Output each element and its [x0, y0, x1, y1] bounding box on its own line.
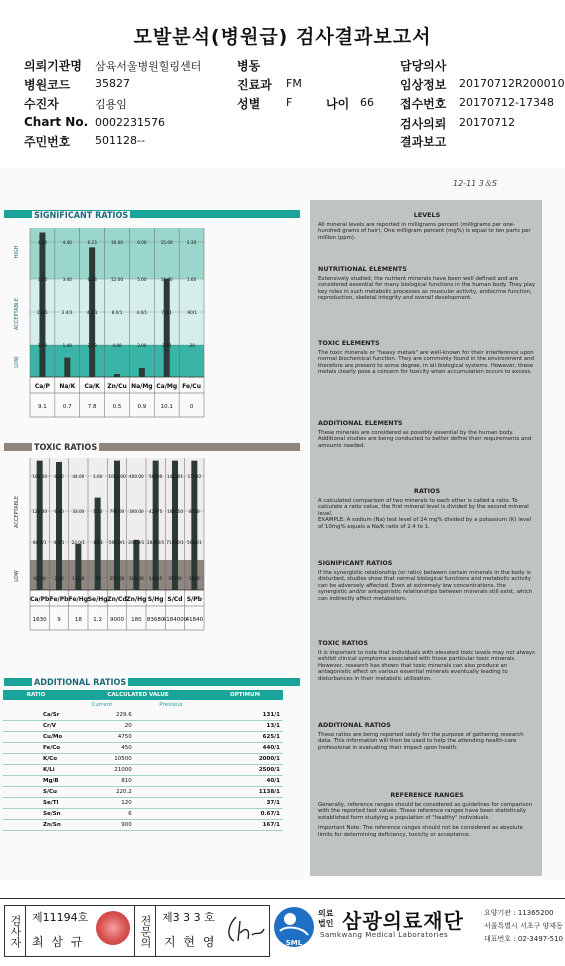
tick-label: 14225	[149, 575, 163, 581]
value-label: 41840	[185, 617, 204, 623]
specialist-name: 지 현 영	[164, 935, 217, 949]
category-label: Zn/Hg	[126, 596, 147, 603]
cell-previous	[135, 776, 207, 787]
zone-label: ACCEPTABLE	[14, 298, 20, 330]
cell-current: 120	[121, 800, 132, 806]
cell-optimum: 625/1	[262, 734, 280, 740]
approval-number: 요양기관 : 11365200	[484, 909, 554, 917]
cell-current: 810	[121, 778, 132, 784]
toxic-ratios-chart	[4, 452, 300, 654]
significant-ratios-chart	[4, 222, 300, 440]
tick-label: 11.00	[72, 575, 85, 581]
bar-fe-pb	[56, 462, 62, 590]
tick-label: 4.40	[62, 239, 72, 245]
tick-label: 500.0/1	[108, 539, 126, 545]
additional-title: ADDITIONAL RATIOS	[34, 678, 127, 688]
id-value: 501128--	[95, 134, 145, 147]
cell-ratio: Ca/Sr	[43, 712, 60, 718]
age-label: 나이	[326, 97, 350, 111]
examiner-name: 최 삼 규	[32, 935, 85, 949]
cell-optimum: 0.67/1	[260, 811, 280, 817]
tick-label: 5.00	[137, 276, 147, 282]
bar-zn-cd	[114, 461, 120, 590]
zone-band	[30, 342, 204, 377]
cell-ratio: Cu/Mo	[43, 734, 63, 740]
table-row	[3, 820, 283, 831]
tick-label: 12.00	[111, 276, 123, 282]
tick-label: 71100/1	[166, 539, 184, 545]
report-title: 모발분석(병원급) 검사결과보고서	[133, 26, 432, 48]
table-row	[3, 798, 283, 809]
cell-previous	[135, 809, 207, 820]
cell-current: 900	[121, 822, 132, 828]
additional-elements-heading: ADDITIONAL ELEMENTS	[318, 419, 403, 427]
zone-label: LOW	[14, 570, 20, 582]
category-label: Na/Mg	[131, 383, 153, 390]
cell-optimum: 37/1	[266, 800, 280, 806]
tick-label: 1.60	[186, 276, 197, 282]
cell-ratio: K/Li	[43, 767, 55, 773]
tick-label: 100.00	[129, 575, 144, 581]
reference-ranges-heading: REFERENCE RANGES	[390, 791, 464, 799]
sml-logo-text: SML	[285, 939, 303, 947]
category-label: Fe/Pb	[49, 596, 69, 603]
category-label: S/Hg	[147, 596, 164, 603]
tick-label: 2.6/1	[37, 309, 48, 315]
nutritional-text: Extensively studied, the nutrient minerals have been well defined and are considered essential for many biological functions in the human body. They play key roles in such metabolic processes as muscular activity, endocrine function, reproduction, skeletal integrity and overall development.	[318, 275, 536, 302]
significant-ratios-heading: SIGNIFICANT RATIOS	[318, 559, 393, 567]
tick-label: 8520	[188, 508, 200, 514]
zone-label: ACCEPTABLE	[14, 496, 20, 528]
toxic-elements-heading: TOXIC ELEMENTS	[318, 339, 380, 347]
cell-current: 450	[121, 745, 132, 751]
cell-optimum: 1138/1	[258, 789, 280, 795]
bar-fe-hg	[75, 544, 81, 590]
tick-label: 5680/1	[186, 539, 202, 545]
examiner-number: 제11194호	[32, 911, 89, 924]
table-row	[3, 754, 283, 765]
tick-label: 42.00	[33, 575, 46, 581]
category-label: Zn/Cu	[107, 383, 127, 390]
table-row	[3, 765, 283, 776]
category-label: Ca/Pb	[29, 596, 50, 603]
bar-s-pb	[191, 461, 197, 590]
zone-label: LOW	[14, 356, 20, 368]
value-label: 18	[74, 617, 82, 623]
levels-heading: LEVELS	[413, 211, 441, 219]
cell-optimum: 13/1	[266, 723, 280, 729]
levels-text: All mineral levels are reported in milligrams percent (milligrams per one-hundred grams of hair). One milligram percent (mg%) is equal to ten parts per million (ppm).	[318, 221, 531, 241]
tick-label: 1065.00	[108, 473, 126, 479]
table-row	[3, 776, 283, 787]
tick-label: 42975	[149, 508, 163, 514]
bar-zn-cu	[114, 374, 120, 377]
value-label: 7.8	[87, 404, 97, 410]
org-name: 삼광의료재단	[342, 909, 464, 933]
tick-label: 11360	[187, 473, 201, 479]
cell-ratio: K/Co	[43, 756, 58, 762]
clinical-info-value: 20170712R200010	[459, 77, 565, 90]
doctor-label: 담당의사	[400, 59, 447, 73]
bar-ca-pb	[37, 461, 43, 590]
cell-current: 21000	[114, 767, 132, 773]
tick-label: 7.0/1	[161, 309, 173, 315]
additional-ratios-text: These ratios are being reported solely for the purpose of gathering research data. This information will then be used to help the attending health-care professional in evaluating their impact upon health.	[318, 731, 524, 751]
tick-label: 106650	[167, 508, 183, 514]
tick-label: 8.80	[54, 473, 64, 479]
tick-label: 16.00	[111, 239, 123, 245]
chart-no-label: Chart No.	[24, 115, 89, 129]
handwritten-note: 12-11 3＆S	[453, 179, 497, 188]
value-label: 10.1	[160, 404, 173, 410]
tick-label: 2.4/1	[61, 309, 73, 315]
ward-label: 병동	[237, 59, 261, 73]
additional-elements-text: These minerals are considered as possibly essential by the human body. Additional studies are being conducted to better define their requirements and amounts needed.	[318, 429, 532, 449]
cell-ratio: Mg/B	[43, 778, 59, 784]
org-phone: 대표번호 : 02-3497-510	[484, 935, 563, 943]
additional-ratios-heading: ADDITIONAL RATIOS	[318, 721, 391, 729]
tick-label: 4.0/1	[136, 309, 148, 315]
cell-current: 229.6	[116, 712, 132, 718]
tick-label: 1.60	[37, 342, 48, 348]
category-label: S/Cd	[167, 596, 183, 603]
nutritional-heading: NUTRITIONAL ELEMENTS	[318, 265, 407, 273]
table-row	[3, 721, 283, 732]
reference-ranges-note: Important Note: The reference ranges should not be considered as absolute limits for determining deficiency, toxicity or acceptance.	[318, 825, 523, 838]
tick-label: .90/1	[186, 309, 197, 315]
bar-s-hg	[153, 461, 159, 590]
tick-label: 2840	[188, 575, 200, 581]
cell-previous	[135, 710, 207, 721]
value-label: 0.9	[137, 404, 147, 410]
value-label: 9000	[110, 617, 124, 623]
tick-label: 56800	[149, 473, 163, 479]
tick-label: 44.00	[72, 473, 85, 479]
tick-label: 6.23	[87, 276, 97, 282]
tick-label: .40	[94, 575, 102, 581]
cell-optimum: 40/1	[266, 778, 280, 784]
tick-label: 4.4/1	[53, 539, 65, 545]
cell-current: 220.2	[116, 789, 132, 795]
cell-ratio: Se/Sn	[43, 811, 61, 817]
category-label: Fe/Hg	[68, 596, 89, 603]
bar-na-mg	[139, 368, 145, 377]
tick-label: 2.30	[186, 239, 197, 245]
tick-label: 1.60	[93, 473, 103, 479]
specialist-number: 제3 3 3 호	[162, 911, 215, 924]
sub-previous: Previous	[159, 702, 183, 708]
cell-optimum: 2000/1	[258, 756, 280, 762]
category-label: Ca/K	[84, 383, 100, 390]
additional-ratios-table	[3, 690, 285, 831]
toxic-ratios-heading: TOXIC RATIOS	[318, 639, 368, 647]
tick-label: 4.00	[37, 239, 48, 245]
value-label: 0.5	[112, 404, 122, 410]
tick-label: 22.0/1	[71, 539, 86, 545]
tick-label: 168.00	[32, 473, 47, 479]
tick-label: 3.00	[162, 342, 172, 348]
value-label: 4184000	[162, 617, 188, 623]
cell-ratio: Cr/V	[43, 723, 57, 729]
sub-current: Current	[91, 702, 113, 708]
cell-optimum: 440/1	[262, 745, 280, 751]
toxic-ratios-text: It is important to note that individuals with elevated toxic levels may not always exhibit clinical symptoms associated with those particular toxic minerals. However, research has shown that toxic minerals can also produce an antagonistic effect on various essential minerals eventually leading to disturbances in their metabolic utilization.	[318, 649, 535, 682]
category-label: Se/Hg	[87, 596, 108, 603]
cell-optimum: 2500/1	[258, 767, 280, 773]
patient-value: 김용임	[95, 98, 127, 111]
department-value: FM	[286, 77, 302, 90]
bar-s-cd	[172, 461, 178, 590]
category-label: Na/K	[59, 383, 76, 390]
sml-logo-icon	[272, 905, 316, 951]
tick-label: 3.40	[62, 276, 72, 282]
receipt-value: 20170712-17348	[459, 96, 554, 109]
tick-label: 1.40	[62, 342, 72, 348]
tick-label: 2.23	[87, 342, 97, 348]
value-label: 0.7	[62, 404, 72, 410]
toxic-elements-text: The toxic minerals or "heavy metals" are well-known for their interference upon normal biochemical function. They are commonly found in the environment and therefore are present to some degree, in all biological systems. However, these metals clearly pose a concern for toxicity when accumulation occurs to excess.	[318, 349, 534, 376]
tick-label: 2.00	[137, 342, 147, 348]
cell-current: 6	[128, 811, 132, 817]
cell-current: 20	[124, 723, 132, 729]
org-address: 서울특별시 서초구 양재동	[484, 922, 563, 930]
table-row	[3, 743, 283, 754]
cell-optimum: 167/1	[262, 822, 280, 828]
sex-label: 성별	[237, 97, 261, 111]
tick-label: 35550	[168, 575, 182, 581]
org-contact	[484, 907, 563, 946]
tick-label: 6.00	[137, 239, 147, 245]
tick-label: 15.00	[160, 239, 173, 245]
request-value: 20170712	[459, 116, 515, 129]
tick-label: .80/1	[92, 539, 104, 545]
hospital-code-value: 35827	[95, 77, 130, 90]
value-label: 9	[57, 617, 61, 623]
explanation-panel	[310, 200, 542, 876]
ratios-example: EXAMPLE: A sodium (Na) test level of 24 mg% divided by a potassium (K) level of 10mg% equals a Na/K ratio of 2.4 to 1.	[318, 517, 532, 530]
table-row	[3, 809, 283, 820]
category-label: S/Pb	[186, 596, 202, 603]
tick-label: 300.00	[129, 508, 144, 514]
value-label: 0	[189, 404, 194, 410]
tick-label: 142201	[167, 473, 183, 479]
cell-ratio: Fe/Co	[43, 745, 61, 751]
tick-label: 33.00	[72, 508, 85, 514]
hospital-code-label: 병원코드	[24, 78, 71, 92]
significant-title: SIGNIFICANT RATIOS	[34, 211, 129, 221]
cell-current: 4750	[117, 734, 132, 740]
tick-label: 4.00	[112, 342, 122, 348]
col-ratio: RATIO	[26, 692, 46, 698]
cell-previous	[135, 765, 207, 776]
org-prefix-bottom: 법인	[318, 919, 334, 928]
tick-label: 400.00	[129, 473, 144, 479]
cell-ratio: Se/Tl	[43, 800, 59, 806]
cell-previous	[135, 787, 207, 798]
tick-label: 4.2/1	[86, 309, 98, 315]
cell-previous	[135, 754, 207, 765]
toxic-title: TOXIC RATIOS	[34, 443, 98, 453]
reference-ranges-text: Generally, reference ranges should be considered as guidelines for comparison with the reported test values. These reference ranges have been statistically established form studying a population of "healthy" individuals.	[318, 801, 533, 821]
institution-value: 삼육서울병원힐링센터	[95, 60, 202, 73]
zone-band	[30, 228, 204, 279]
tick-label: 126.00	[32, 508, 47, 514]
tick-label: 3.60	[37, 276, 48, 282]
tick-label: 1.20	[93, 508, 103, 514]
department-label: 진료과	[237, 78, 272, 92]
value-label: 180	[131, 617, 142, 623]
footer	[0, 898, 565, 961]
value-label: 1.2	[93, 617, 103, 623]
signature-frame	[4, 905, 270, 957]
tick-label: 11.00	[160, 276, 173, 282]
cell-previous	[135, 820, 207, 831]
bar-na-k	[64, 358, 70, 377]
cell-optimum: 131/1	[262, 712, 280, 718]
tick-label: 28450/1	[146, 539, 165, 545]
age-value: 66	[360, 96, 374, 109]
cell-ratio: S/Cu	[43, 789, 57, 795]
table-row	[3, 787, 283, 798]
institution-label: 의뢰기관명	[24, 59, 82, 73]
category-label: Ca/Mg	[156, 383, 178, 390]
cell-previous	[135, 721, 207, 732]
specialist-label: 전문의	[139, 914, 152, 948]
value-label: 83680	[146, 617, 165, 623]
category-label: Ca/P	[34, 383, 50, 390]
cell-ratio: Zn/Sn	[43, 822, 61, 828]
value-label: 1630	[32, 617, 47, 623]
tick-label: 8.0/1	[111, 309, 123, 315]
tick-label: .20	[188, 342, 195, 348]
tick-label: 2.20	[54, 575, 64, 581]
tick-label: 796.00	[109, 508, 125, 514]
tick-label: 6.23	[87, 239, 97, 245]
bar-ca-mg	[164, 279, 170, 377]
table-row	[3, 710, 283, 721]
tick-label: 6.60	[54, 508, 64, 514]
cell-current: 10500	[114, 756, 132, 762]
receipt-label: 접수번호	[400, 97, 447, 111]
cell-previous	[135, 732, 207, 743]
ratios-heading: RATIOS	[413, 487, 441, 495]
examiner-label: 검사자	[9, 914, 22, 948]
value-label: 9.1	[38, 404, 47, 410]
clinical-info-label: 임상정보	[400, 78, 447, 92]
category-label: Zn/Cd	[107, 596, 127, 603]
significant-ratios-text: If the synergistic relationship (or ratio) between certain minerals in the body is disturbed, studies show that normal biological functions and metabolic activity can be adversely affected. Even at extremely low concentrations, the synergistic and/or antagonistic relationships between minerals still exist, which can indirectly affect metabolism.	[318, 569, 533, 602]
org-prefix-top: 의료	[318, 909, 334, 918]
table-row	[3, 732, 283, 743]
result-label: 결과보고	[400, 135, 447, 149]
category-label: Fe/Cu	[182, 383, 201, 390]
bar-ca-p	[39, 232, 45, 377]
col-optimum: OPTIMUM	[230, 692, 260, 698]
tick-label: 200.0/1	[128, 539, 145, 545]
cell-previous	[135, 743, 207, 754]
org-prefix	[318, 909, 333, 929]
tick-label: 250.00	[109, 575, 125, 581]
tick-label: 84.0/1	[32, 539, 47, 545]
bar-zn-hg	[133, 540, 139, 590]
request-label: 검사의뢰	[400, 117, 447, 131]
ratios-text: A calculated comparison of two minerals to each other is called a ratio. To calculate a ratio value, the first mineral level is divided by the second mineral level.	[318, 497, 529, 517]
patient-label: 수진자	[24, 97, 59, 111]
cell-previous	[135, 798, 207, 809]
chart-no-value: 0002231576	[95, 116, 165, 129]
zone-label: HIGH	[14, 245, 20, 259]
col-calculated: CALCULATED VALUE	[107, 692, 169, 698]
sex-value: F	[286, 96, 293, 109]
id-label: 주민번호	[24, 135, 71, 149]
org-english-name: Samkwang Medical Laboratories	[320, 931, 449, 939]
